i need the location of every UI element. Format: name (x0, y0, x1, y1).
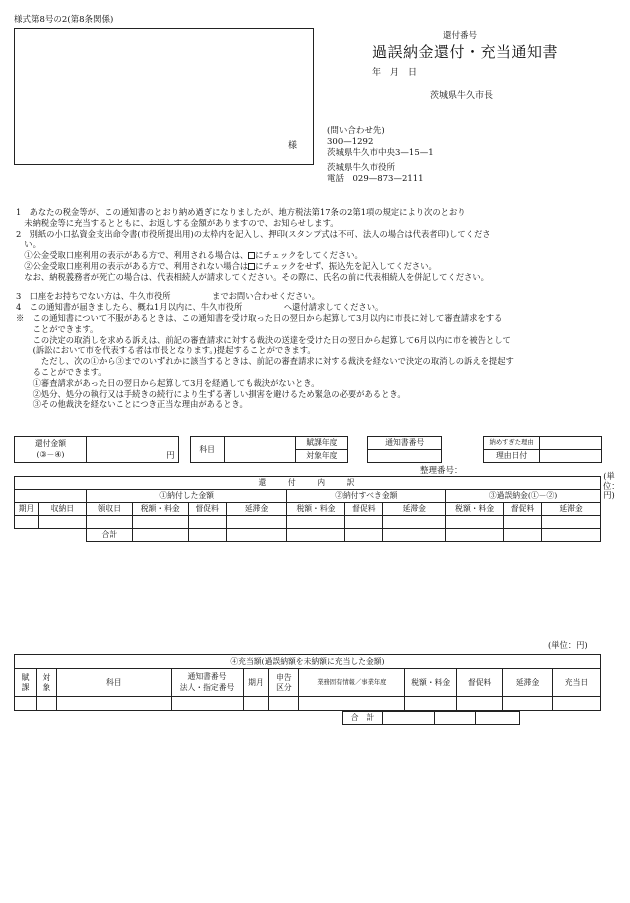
appeal-note-5: ただし、次の①から③までのいずれかに該当するときは、前記の審査請求に対する裁決を経ないで決定の取消しの訴えを提起す (16, 356, 514, 367)
table-row (15, 516, 601, 529)
col-surcharge: 督促料 (345, 503, 383, 516)
contact-address: 茨城県牛久市中央3—15—1 (327, 148, 434, 159)
col-receipt-date: 領収日 (86, 503, 132, 516)
overpaid-reason-label: 納めすぎた理由 (484, 437, 540, 450)
total-row (15, 529, 601, 542)
target-year-label: 対象年度 (296, 450, 348, 463)
note-4: 4 この通知書が届きましたら、概ね1月以内に、牛久市役所 へ還付請求してください。 (16, 302, 384, 313)
col-taisho: 対象 (36, 669, 56, 697)
group-overpaid-amount: ③過誤納金(①－②) (446, 490, 601, 503)
form-number: 様式第8号の2(第8条関係) (14, 15, 114, 25)
reason-date-value (540, 450, 602, 463)
contact-postal: 300—1292 (327, 137, 374, 148)
note-2e: なお、納税義務者が死亡の場合は、代表相続人が請求してください。その際に、氏名の前に代表相続人を併記してください。 (24, 271, 489, 282)
contact-phone: 電話 029—873—2111 (327, 173, 424, 184)
col-tax: 税額・料金 (405, 669, 457, 697)
appropriation-table (14, 654, 601, 711)
col-fuka: 賦課 (15, 669, 37, 697)
reason-date-label: 理由日付 (484, 450, 540, 463)
refund-number-label: 還付番号 (443, 31, 478, 41)
appeal-note-6: ることができます。 (16, 366, 107, 377)
group-paid-amount: ①納付した金額 (86, 490, 287, 503)
col-late-fee: 延滞金 (542, 503, 601, 516)
contact-block (327, 126, 434, 185)
note-2a: 2 別紙の小口払資金支出命令書(市役所提出用)の太枠内を記入し、押印(スタンプ式は不可、法人の場合は代表者印)してくださ (16, 228, 491, 239)
col-business-info: 業務固有情報／事業年度 (299, 669, 405, 697)
col-late-fee: 延滞金 (383, 503, 446, 516)
table-row (15, 697, 601, 711)
col-received-date: 収納日 (38, 503, 86, 516)
page-title: 過誤納金還付・充当通知書 (372, 43, 559, 61)
note-3: 3 口座をお持ちでない方は、牛久市役所 までお問い合わせください。 (16, 291, 320, 302)
reference-number-label: 整理番号： (420, 466, 463, 476)
note-2d: ②公金受取口座利用の表示がある方で、利用されない場合は にチェックをせず、振込先を記入してください。 (24, 260, 437, 271)
notes-section (16, 207, 624, 410)
notice-number-label: 通知書番号 (368, 437, 442, 450)
summary-table (14, 436, 602, 463)
col-tax: 税額・料金 (446, 503, 504, 516)
recipient-suffix: 様 (288, 141, 298, 151)
contact-office: 茨城県牛久市役所 (327, 162, 396, 173)
col-late-fee: 延滞金 (226, 503, 287, 516)
col-tax: 税額・料金 (132, 503, 188, 516)
note-2b: い。 (16, 239, 41, 250)
col-surcharge: 督促料 (504, 503, 542, 516)
col-notice-number: 通知書番号 法人・指定番号 (171, 669, 243, 697)
col-surcharge: 督促料 (188, 503, 226, 516)
col-late-fee: 延滞金 (503, 669, 553, 697)
item-value (224, 437, 296, 463)
issue-date: 年 月 日 (372, 68, 418, 78)
appeal-note-1: ※ この通知書について不服があるときは、この通知書を受け取った日の翌日から起算して3月以内に市長に対して審査請求をする (16, 313, 503, 324)
total-label: 合計 (86, 529, 132, 542)
group-due-amount: ②納付すべき金額 (287, 490, 446, 503)
appeal-note-2: ことができます。 (16, 323, 99, 334)
col-period: 期月 (15, 503, 39, 516)
appropriation-total-table (342, 711, 520, 725)
refund-unit-label: (単位：円) (603, 471, 620, 501)
appeal-note-8: ②処分、処分の執行又は手続きの続行により生ずる著しい損害を避けるため緊急の必要があるとき。 (16, 388, 406, 399)
overpaid-reason-value (540, 437, 602, 450)
refund-amount-value: 円 (86, 437, 178, 463)
recipient-address-box (14, 28, 314, 165)
col-surcharge: 督促料 (457, 669, 503, 697)
appropriation-total-label: 合 計 (343, 712, 383, 725)
appeal-note-4: (訴訟において市を代表する者は市長となります。)提起することができます。 (16, 345, 316, 356)
issuer-name: 茨城県牛久市長 (430, 91, 494, 101)
appropriation-unit-label: (単位：円) (548, 640, 588, 650)
col-applied-date: 充当日 (553, 669, 601, 697)
breakdown-title: 還 付 内 訳 (15, 477, 601, 490)
item-label: 科目 (190, 437, 224, 463)
note-1b: 未納税金等に充当するとともに、お返しする金額がありますので、お知らせします。 (16, 217, 339, 228)
appeal-note-3: この決定の取消しを求める訴えは、前記の審査請求に対する裁決の送達を受けた日の翌日から起算して6月以内に市を被告として (16, 334, 511, 345)
appropriation-title: ④充当額(過誤納額を未納額に充当した金額) (15, 655, 601, 669)
tax-year-label: 賦課年度 (296, 437, 348, 450)
note-2c: ①公金受取口座利用の表示がある方で、利用される場合は、 にチェックをしてください。 (24, 250, 363, 261)
appeal-note-9: ③その他裁決を経ないことにつき正当な理由があるとき。 (16, 399, 248, 410)
refund-amount-label: 還付金額 (③－④) (15, 437, 87, 463)
col-period: 期月 (243, 669, 269, 697)
refund-breakdown-table (14, 476, 601, 542)
col-item: 科目 (56, 669, 171, 697)
notice-number-value (368, 450, 442, 463)
appeal-note-7: ①審査請求があった日の翌日から起算して3月を経過しても裁決がないとき。 (16, 377, 320, 388)
contact-label: (問い合わせ先) (327, 126, 385, 136)
col-tax: 税額・料金 (287, 503, 345, 516)
note-1a: 1 あなたの税金等が、この通知書のとおり納め過ぎになりましたが、地方税法第17条の2第1項の規定により次のとおり (16, 207, 466, 217)
col-declaration: 申告区分 (269, 669, 299, 697)
